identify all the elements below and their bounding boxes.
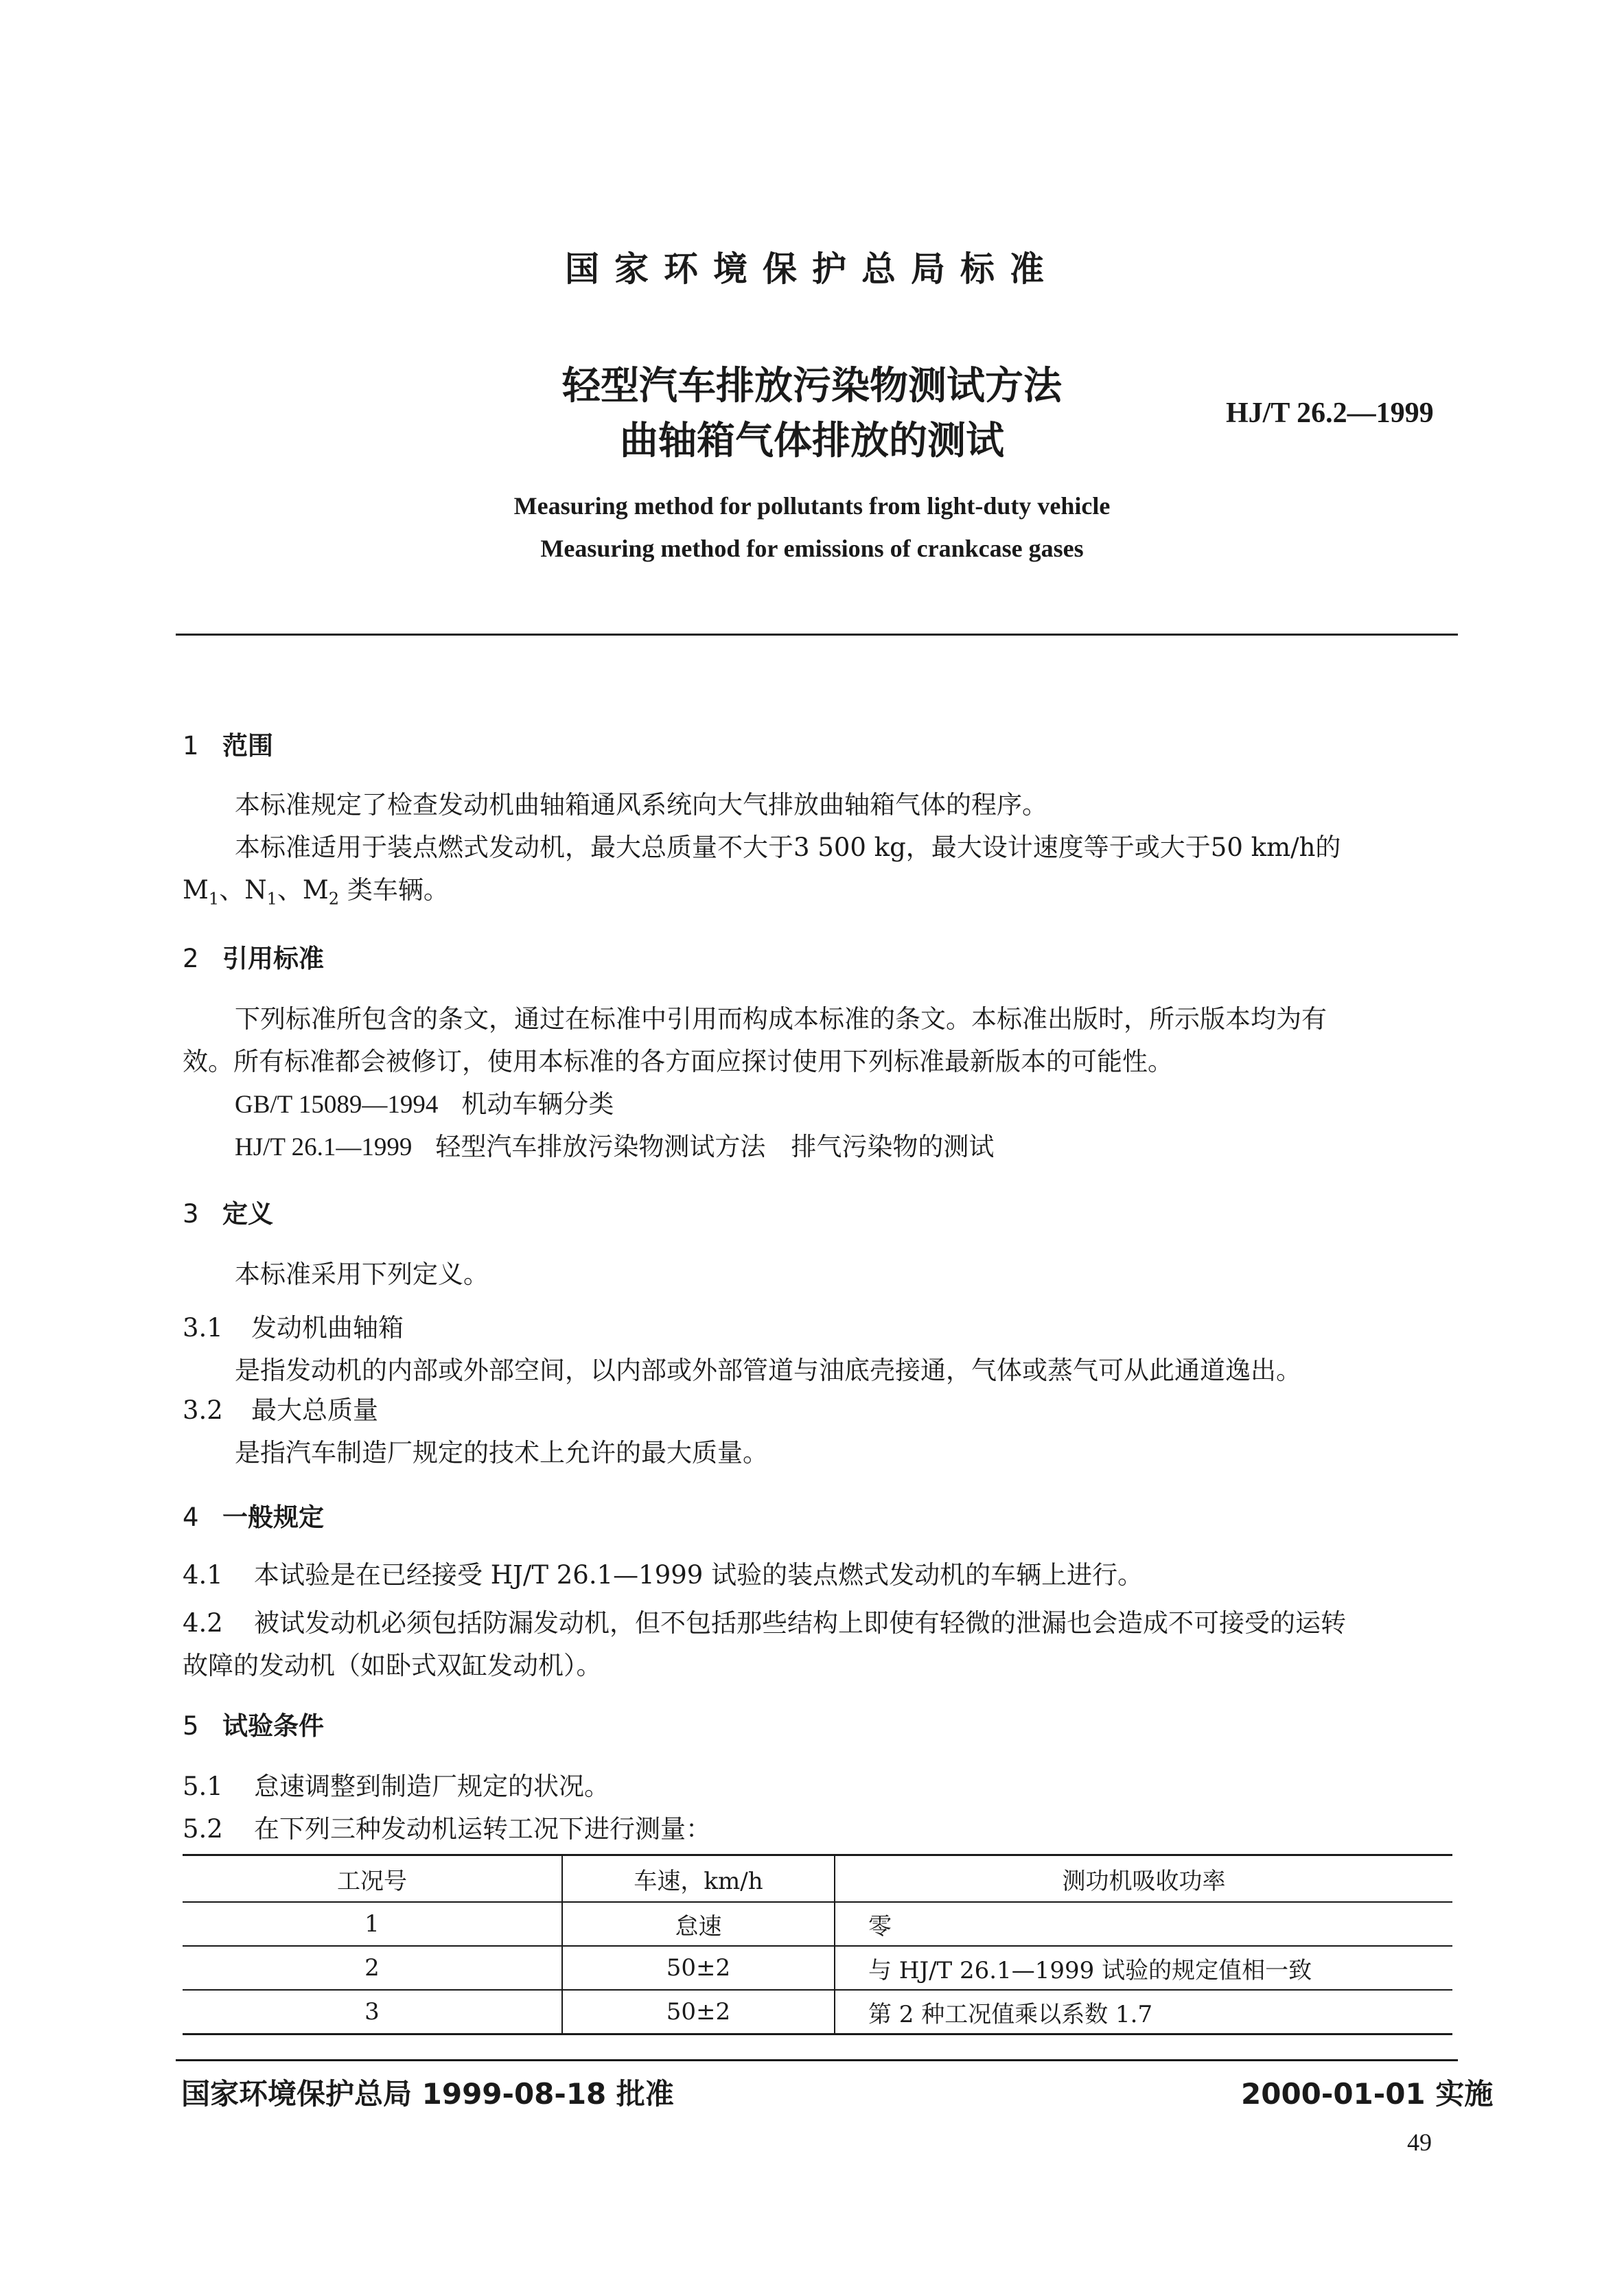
section-number: 2 (183, 944, 199, 973)
issue-date: 国家环境保护总局 1999-08-18 批准 (181, 2077, 674, 2111)
column-header: 车速，km/h (562, 1855, 835, 1903)
m1-subscript: 1 (208, 889, 220, 909)
section-title: 定义 (222, 1199, 273, 1229)
clause-number: 4.2 (183, 1608, 223, 1638)
m1-text: M (183, 875, 209, 905)
section-5-heading (183, 1705, 324, 1742)
page-number: 49 (1407, 2129, 1432, 2156)
clause-text: 怠速调整到制造厂规定的状况。 (254, 1772, 610, 1801)
section-title: 引用标准 (222, 944, 324, 973)
rule-4-2-line1 (183, 1602, 1346, 1639)
reference-1 (235, 1080, 614, 1129)
definition-3-2-heading (183, 1389, 378, 1426)
m2-subscript: 2 (328, 889, 340, 909)
agency-header: 国家环境保护总局标准 (565, 249, 1059, 289)
definition-3-1-text: 是指发动机的内部或外部空间，以内部或外部管道与油底壳接通，气体或蒸气可从此通道逸出。 (235, 1356, 1301, 1385)
clause-title: 发动机曲轴箱 (251, 1313, 404, 1343)
title-en-line2: Measuring method for emissions of crankcase gases (540, 535, 1084, 562)
section-title: 范围 (222, 731, 273, 761)
table-row (183, 1946, 1452, 1990)
reference-2 (235, 1123, 994, 1172)
definition-3-1-heading (183, 1307, 404, 1344)
header-divider (176, 634, 1458, 636)
table-row (183, 1902, 1452, 1946)
rule-4-2-line2: 故障的发动机（如卧式双缸发动机）。 (183, 1651, 602, 1680)
reference-title: 轻型汽车排放污染物测试方法 排气污染物的测试 (435, 1132, 995, 1161)
condition-5-1 (183, 1765, 610, 1802)
clause-number: 5.2 (183, 1814, 223, 1844)
s1-paragraph-1: 本标准规定了检查发动机曲轴箱通风系统向大气排放曲轴箱气体的程序。 (235, 790, 1047, 820)
condition-5-2 (183, 1808, 711, 1845)
s2-paragraph-line2: 效。所有标准都会被修订，使用本标准的各方面应探讨使用下列标准最新版本的可能性。 (183, 1047, 1173, 1076)
table-cell: 1 (183, 1902, 562, 1946)
operating-conditions-table (183, 1854, 1452, 2035)
clause-number: 3.2 (183, 1395, 223, 1425)
reference-code: GB/T 15089—1994 (235, 1091, 439, 1119)
s2-paragraph-line1: 下列标准所包含的条文，通过在标准中引用而构成本标准的条文。本标准出版时，所示版本均为有 (235, 1004, 1327, 1034)
section-number: 4 (183, 1503, 199, 1532)
title-en-line1: Measuring method for pollutants from light-duty vehicle (513, 492, 1111, 520)
clause-text: 本试验是在已经接受 HJ/T 26.1—1999 试验的装点燃式发动机的车辆上进行。 (254, 1560, 1144, 1590)
s1-paragraph-2-line2 (183, 866, 449, 923)
table-cell: 3 (183, 1990, 562, 2034)
m2-text: 、M (277, 875, 329, 905)
clause-number: 4.1 (183, 1560, 223, 1590)
definition-3-2-text: 是指汽车制造厂规定的技术上允许的最大质量。 (235, 1438, 768, 1468)
section-number: 5 (183, 1711, 199, 1741)
rule-4-1 (183, 1554, 1143, 1591)
column-header: 工况号 (183, 1855, 562, 1903)
s1-paragraph-2-line1: 本标准适用于装点燃式发动机，最大总质量不大于3 500 kg，最大设计速度等于或大于50 km/h的 (235, 833, 1341, 862)
effective-date: 2000-01-01 实施 (1241, 2077, 1494, 2111)
vehicle-class-tail: 类车辆。 (339, 875, 449, 905)
table-cell: 第 2 种工况值乘以系数 1.7 (835, 1990, 1452, 2034)
table-cell: 50±2 (562, 1990, 835, 2034)
table-row (183, 1990, 1452, 2034)
column-header: 测功机吸收功率 (835, 1855, 1452, 1903)
section-number: 3 (183, 1199, 199, 1229)
title-cn-line1: 轻型汽车排放污染物测试方法 (562, 364, 1062, 408)
footer-divider (176, 2059, 1458, 2061)
section-1-heading (183, 725, 273, 762)
section-title: 一般规定 (222, 1503, 324, 1532)
clause-text: 被试发动机必须包括防漏发动机，但不包括那些结构上即使有轻微的泄漏也会造成不可接受的运转 (254, 1608, 1346, 1638)
section-title: 试验条件 (222, 1711, 324, 1741)
table-header-row (183, 1855, 1452, 1903)
clause-title: 最大总质量 (251, 1395, 378, 1425)
title-cn-line2: 曲轴箱气体排放的测试 (620, 419, 1004, 463)
s3-paragraph: 本标准采用下列定义。 (235, 1260, 489, 1289)
table-cell: 怠速 (562, 1902, 835, 1946)
clause-number: 5.1 (183, 1772, 223, 1801)
table-cell: 50±2 (562, 1946, 835, 1990)
clause-text: 在下列三种发动机运转工况下进行测量： (254, 1814, 711, 1844)
standard-code: HJ/T 26.2—1999 (1226, 397, 1434, 429)
clause-number: 3.1 (183, 1313, 223, 1343)
section-number: 1 (183, 731, 199, 761)
reference-title: 机动车辆分类 (461, 1089, 614, 1119)
table-cell: 与 HJ/T 26.1—1999 试验的规定值相一致 (835, 1946, 1452, 1990)
reference-code: HJ/T 26.1—1999 (235, 1133, 413, 1161)
section-4-heading (183, 1496, 324, 1533)
section-3-heading (183, 1193, 273, 1230)
n1-subscript: 1 (266, 889, 277, 909)
section-2-heading (183, 938, 324, 975)
table-cell: 2 (183, 1946, 562, 1990)
table-cell: 零 (835, 1902, 1452, 1946)
n1-text: 、N (219, 875, 267, 905)
